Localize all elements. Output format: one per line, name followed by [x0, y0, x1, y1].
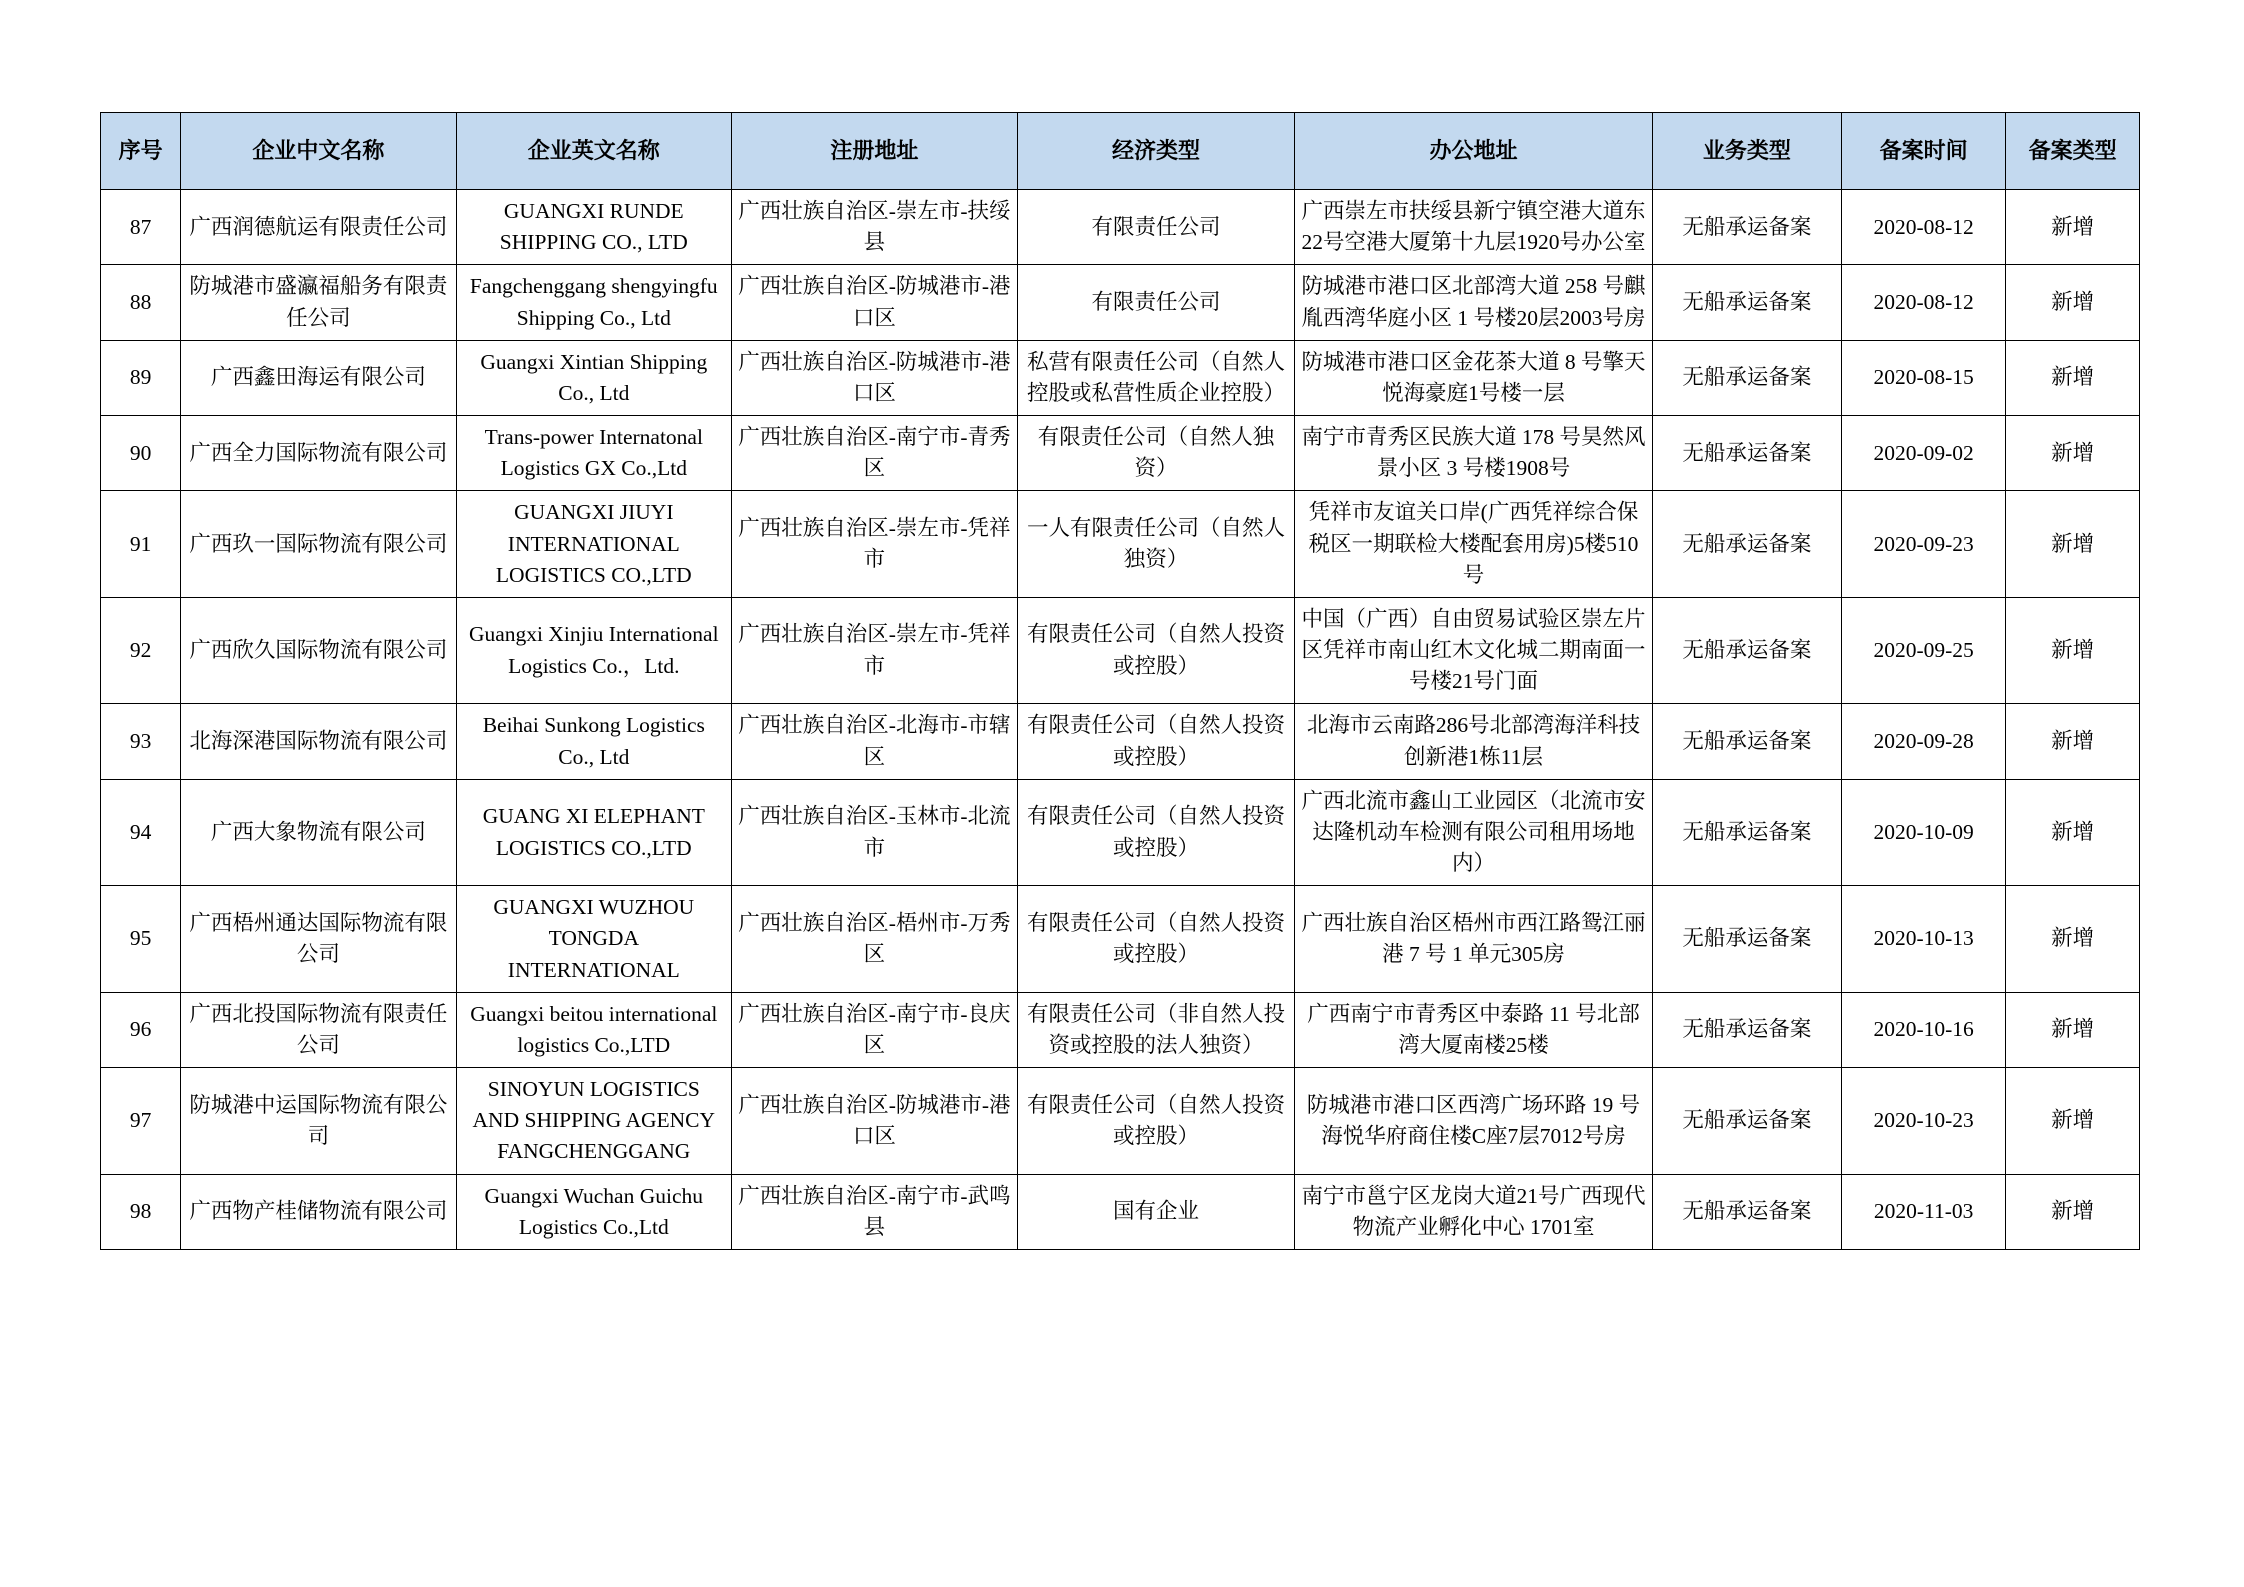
cell-economic-type: 私营有限责任公司（自然人控股或私营性质企业控股） — [1017, 340, 1294, 415]
cell-index: 93 — [101, 704, 181, 779]
cell-filing-date: 2020-09-25 — [1841, 597, 2005, 704]
cell-business-type: 无船承运备案 — [1652, 886, 1841, 993]
cell-office-address: 广西北流市鑫山工业园区（北流市安达隆机动车检测有限公司租用场地内） — [1295, 779, 1653, 886]
table-row — [101, 704, 2140, 779]
cell-chinese-name: 广西大象物流有限公司 — [181, 779, 456, 886]
table-row — [101, 190, 2140, 265]
table-row — [101, 886, 2140, 993]
cell-index: 88 — [101, 265, 181, 340]
cell-filing-type: 新增 — [2006, 886, 2140, 993]
cell-business-type: 无船承运备案 — [1652, 340, 1841, 415]
cell-index: 87 — [101, 190, 181, 265]
cell-business-type: 无船承运备案 — [1652, 1068, 1841, 1175]
cell-english-name: Trans-power Internatonal Logistics GX Co.,Ltd — [456, 416, 731, 491]
cell-filing-type: 新增 — [2006, 1068, 2140, 1175]
cell-business-type: 无船承运备案 — [1652, 491, 1841, 598]
column-header-filing-date: 备案时间 — [1841, 113, 2005, 190]
cell-index: 90 — [101, 416, 181, 491]
cell-economic-type: 有限责任公司（自然人投资或控股） — [1017, 779, 1294, 886]
table-row — [101, 491, 2140, 598]
cell-registered-address: 广西壮族自治区-防城港市-港口区 — [732, 340, 1018, 415]
cell-business-type: 无船承运备案 — [1652, 597, 1841, 704]
cell-english-name: SINOYUN LOGISTICS AND SHIPPING AGENCY FANGCHENGGANG — [456, 1068, 731, 1175]
cell-registered-address: 广西壮族自治区-南宁市-青秀区 — [732, 416, 1018, 491]
cell-economic-type: 有限责任公司 — [1017, 265, 1294, 340]
cell-english-name: Guangxi Wuchan Guichu Logistics Co.,Ltd — [456, 1174, 731, 1249]
cell-business-type: 无船承运备案 — [1652, 416, 1841, 491]
column-header-english-name: 企业英文名称 — [456, 113, 731, 190]
column-header-chinese-name: 企业中文名称 — [181, 113, 456, 190]
cell-english-name: GUANGXI RUNDE SHIPPING CO., LTD — [456, 190, 731, 265]
cell-office-address: 广西南宁市青秀区中泰路 11 号北部湾大厦南楼25楼 — [1295, 992, 1653, 1067]
column-header-registered-address: 注册地址 — [732, 113, 1018, 190]
cell-english-name: Guangxi Xintian Shipping Co., Ltd — [456, 340, 731, 415]
cell-filing-date: 2020-09-23 — [1841, 491, 2005, 598]
cell-registered-address: 广西壮族自治区-崇左市-扶绥县 — [732, 190, 1018, 265]
cell-filing-type: 新增 — [2006, 265, 2140, 340]
table-row — [101, 597, 2140, 704]
cell-filing-type: 新增 — [2006, 779, 2140, 886]
cell-chinese-name: 广西全力国际物流有限公司 — [181, 416, 456, 491]
cell-economic-type: 有限责任公司（自然人投资或控股） — [1017, 886, 1294, 993]
cell-filing-date: 2020-08-15 — [1841, 340, 2005, 415]
cell-english-name: GUANGXI WUZHOU TONGDA INTERNATIONAL — [456, 886, 731, 993]
cell-chinese-name: 广西北投国际物流有限责任公司 — [181, 992, 456, 1067]
cell-english-name: Beihai Sunkong Logistics Co., Ltd — [456, 704, 731, 779]
cell-business-type: 无船承运备案 — [1652, 1174, 1841, 1249]
cell-chinese-name: 广西鑫田海运有限公司 — [181, 340, 456, 415]
cell-index: 94 — [101, 779, 181, 886]
cell-filing-date: 2020-10-23 — [1841, 1068, 2005, 1175]
cell-index: 96 — [101, 992, 181, 1067]
cell-index: 97 — [101, 1068, 181, 1175]
cell-english-name: GUANG XI ELEPHANT LOGISTICS CO.,LTD — [456, 779, 731, 886]
cell-business-type: 无船承运备案 — [1652, 992, 1841, 1067]
cell-filing-date: 2020-10-16 — [1841, 992, 2005, 1067]
cell-office-address: 南宁市青秀区民族大道 178 号昊然风景小区 3 号楼1908号 — [1295, 416, 1653, 491]
cell-business-type: 无船承运备案 — [1652, 704, 1841, 779]
document-page — [100, 112, 2140, 1250]
cell-chinese-name: 广西润德航运有限责任公司 — [181, 190, 456, 265]
cell-filing-type: 新增 — [2006, 340, 2140, 415]
cell-office-address: 广西崇左市扶绥县新宁镇空港大道东22号空港大厦第十九层1920号办公室 — [1295, 190, 1653, 265]
cell-economic-type: 有限责任公司（自然人投资或控股） — [1017, 1068, 1294, 1175]
cell-filing-type: 新增 — [2006, 704, 2140, 779]
cell-registered-address: 广西壮族自治区-南宁市-良庆区 — [732, 992, 1018, 1067]
cell-filing-type: 新增 — [2006, 992, 2140, 1067]
cell-english-name: Fangchenggang shengyingfu Shipping Co., Ltd — [456, 265, 731, 340]
cell-office-address: 北海市云南路286号北部湾海洋科技创新港1栋11层 — [1295, 704, 1653, 779]
cell-filing-type: 新增 — [2006, 491, 2140, 598]
enterprise-filing-table — [100, 112, 2140, 1250]
cell-chinese-name: 防城港中运国际物流有限公司 — [181, 1068, 456, 1175]
cell-chinese-name: 广西物产桂储物流有限公司 — [181, 1174, 456, 1249]
cell-filing-type: 新增 — [2006, 190, 2140, 265]
cell-filing-date: 2020-10-09 — [1841, 779, 2005, 886]
cell-office-address: 南宁市邕宁区龙岗大道21号广西现代物流产业孵化中心 1701室 — [1295, 1174, 1653, 1249]
cell-index: 95 — [101, 886, 181, 993]
table-row — [101, 340, 2140, 415]
cell-economic-type: 国有企业 — [1017, 1174, 1294, 1249]
table-row — [101, 992, 2140, 1067]
cell-chinese-name: 广西梧州通达国际物流有限公司 — [181, 886, 456, 993]
cell-english-name: GUANGXI JIUYI INTERNATIONAL LOGISTICS CO.,LTD — [456, 491, 731, 598]
table-row — [101, 779, 2140, 886]
table-row — [101, 416, 2140, 491]
cell-registered-address: 广西壮族自治区-防城港市-港口区 — [732, 1068, 1018, 1175]
table-header-row — [101, 113, 2140, 190]
table-row — [101, 1068, 2140, 1175]
cell-filing-date: 2020-09-28 — [1841, 704, 2005, 779]
cell-office-address: 中国（广西）自由贸易试验区崇左片区凭祥市南山红木文化城二期南面一号楼21号门面 — [1295, 597, 1653, 704]
cell-economic-type: 有限责任公司 — [1017, 190, 1294, 265]
cell-registered-address: 广西壮族自治区-崇左市-凭祥市 — [732, 597, 1018, 704]
cell-chinese-name: 广西欣久国际物流有限公司 — [181, 597, 456, 704]
cell-filing-date: 2020-09-02 — [1841, 416, 2005, 491]
cell-filing-date: 2020-08-12 — [1841, 265, 2005, 340]
cell-office-address: 防城港市港口区西湾广场环路 19 号海悦华府商住楼C座7层7012号房 — [1295, 1068, 1653, 1175]
column-header-filing-type: 备案类型 — [2006, 113, 2140, 190]
cell-filing-type: 新增 — [2006, 597, 2140, 704]
cell-business-type: 无船承运备案 — [1652, 190, 1841, 265]
cell-chinese-name: 防城港市盛瀛福船务有限责任公司 — [181, 265, 456, 340]
cell-office-address: 凭祥市友谊关口岸(广西凭祥综合保税区一期联检大楼配套用房)5楼510号 — [1295, 491, 1653, 598]
table-row — [101, 265, 2140, 340]
column-header-business-type: 业务类型 — [1652, 113, 1841, 190]
cell-index: 92 — [101, 597, 181, 704]
cell-office-address: 广西壮族自治区梧州市西江路鸳江丽港 7 号 1 单元305房 — [1295, 886, 1653, 993]
cell-index: 89 — [101, 340, 181, 415]
cell-economic-type: 有限责任公司（自然人独资） — [1017, 416, 1294, 491]
cell-registered-address: 广西壮族自治区-北海市-市辖区 — [732, 704, 1018, 779]
cell-index: 98 — [101, 1174, 181, 1249]
table-row — [101, 1174, 2140, 1249]
cell-business-type: 无船承运备案 — [1652, 265, 1841, 340]
cell-filing-type: 新增 — [2006, 416, 2140, 491]
cell-registered-address: 广西壮族自治区-梧州市-万秀区 — [732, 886, 1018, 993]
cell-office-address: 防城港市港口区北部湾大道 258 号麒胤西湾华庭小区 1 号楼20层2003号房 — [1295, 265, 1653, 340]
cell-office-address: 防城港市港口区金花茶大道 8 号擎天悦海豪庭1号楼一层 — [1295, 340, 1653, 415]
cell-registered-address: 广西壮族自治区-南宁市-武鸣县 — [732, 1174, 1018, 1249]
cell-registered-address: 广西壮族自治区-崇左市-凭祥市 — [732, 491, 1018, 598]
cell-index: 91 — [101, 491, 181, 598]
cell-economic-type: 有限责任公司（非自然人投资或控股的法人独资） — [1017, 992, 1294, 1067]
cell-filing-type: 新增 — [2006, 1174, 2140, 1249]
column-header-office-address: 办公地址 — [1295, 113, 1653, 190]
cell-filing-date: 2020-08-12 — [1841, 190, 2005, 265]
column-header-economic-type: 经济类型 — [1017, 113, 1294, 190]
cell-chinese-name: 广西玖一国际物流有限公司 — [181, 491, 456, 598]
cell-economic-type: 一人有限责任公司（自然人独资） — [1017, 491, 1294, 598]
cell-registered-address: 广西壮族自治区-玉林市-北流市 — [732, 779, 1018, 886]
cell-english-name: Guangxi beitou international logistics Co.,LTD — [456, 992, 731, 1067]
cell-english-name: Guangxi Xinjiu International Logistics Co.，Ltd. — [456, 597, 731, 704]
cell-economic-type: 有限责任公司（自然人投资或控股） — [1017, 704, 1294, 779]
cell-filing-date: 2020-10-13 — [1841, 886, 2005, 993]
cell-business-type: 无船承运备案 — [1652, 779, 1841, 886]
cell-filing-date: 2020-11-03 — [1841, 1174, 2005, 1249]
cell-chinese-name: 北海深港国际物流有限公司 — [181, 704, 456, 779]
cell-registered-address: 广西壮族自治区-防城港市-港口区 — [732, 265, 1018, 340]
column-header-index: 序号 — [101, 113, 181, 190]
cell-economic-type: 有限责任公司（自然人投资或控股） — [1017, 597, 1294, 704]
